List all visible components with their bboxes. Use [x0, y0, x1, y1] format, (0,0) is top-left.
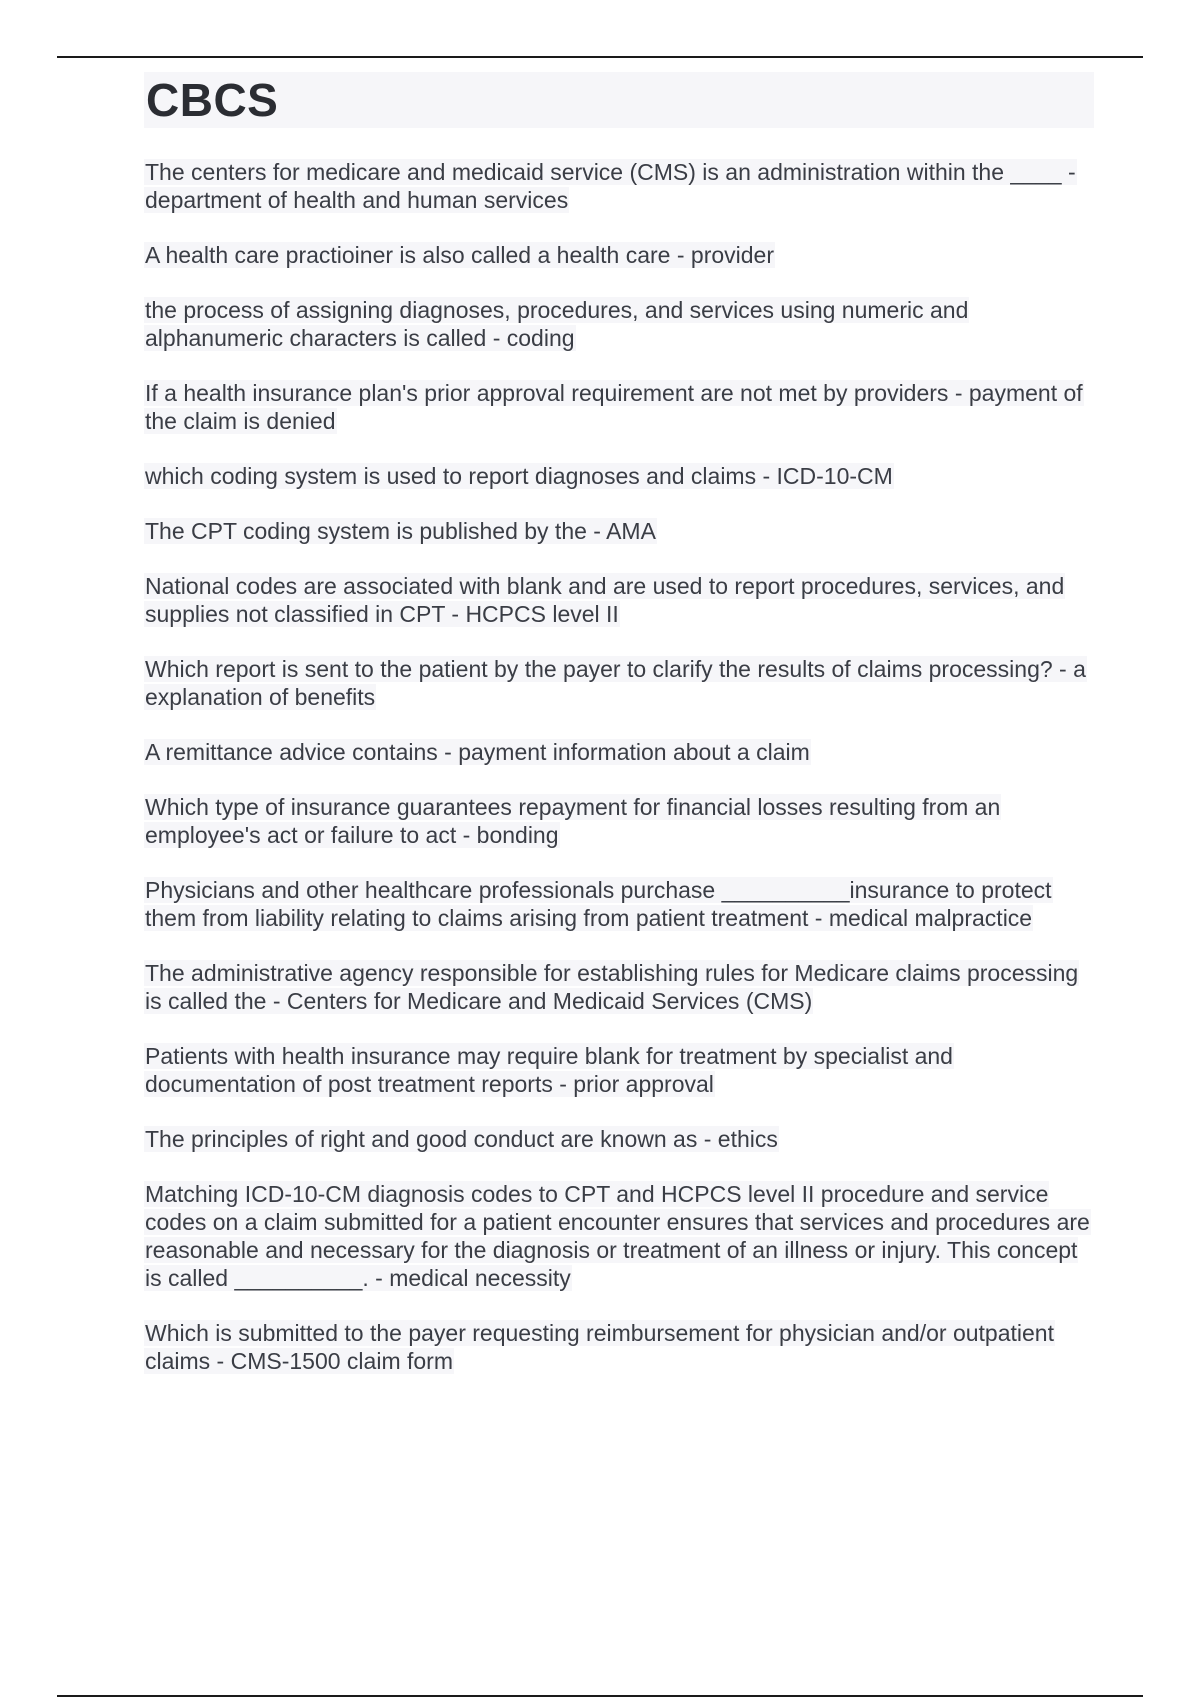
flashcard — [144, 1125, 1094, 1153]
flashcard-text: The CPT coding system is published by the - AMA — [145, 518, 656, 544]
flashcard — [144, 793, 1094, 849]
flashcard — [144, 517, 1094, 545]
flashcard-text: Which report is sent to the patient by the payer to clarify the results of claims processing? - a explanation of benefits — [145, 656, 1086, 710]
bottom-divider — [57, 1695, 1143, 1697]
flashcard-text: which coding system is used to report diagnoses and claims - ICD-10-CM — [145, 463, 893, 489]
flashcard-text: The administrative agency responsible for establishing rules for Medicare claims processing is called the - Centers for Medicare and Medicaid Services (CMS) — [145, 960, 1079, 1014]
title-bar — [144, 72, 1094, 128]
flashcard-text: If a health insurance plan's prior approval requirement are not met by providers - payment of the claim is denied — [145, 380, 1083, 434]
flashcard-text: Patients with health insurance may require blank for treatment by specialist and documentation of post treatment reports - prior approval — [145, 1043, 953, 1097]
flashcard — [144, 572, 1094, 628]
flashcard — [144, 655, 1094, 711]
flashcard — [144, 462, 1094, 490]
top-divider — [57, 56, 1143, 58]
flashcard-text: Matching ICD-10-CM diagnosis codes to CPT and HCPCS level II procedure and service codes on a claim submitted for a patient encounter ensures that services and procedures are reasonable and necessary for the diagnosis or treatment of an illness or injury. This concept is called __________. - medical necessity — [145, 1181, 1090, 1291]
flashcard-text: Which is submitted to the payer requesting reimbursement for physician and/or outpatient claims - CMS-1500 claim form — [145, 1320, 1054, 1374]
flashcard — [144, 1042, 1094, 1098]
flashcard-list — [144, 158, 1094, 1375]
flashcard — [144, 1319, 1094, 1375]
document-body — [144, 72, 1094, 1402]
flashcard-text: A health care practioiner is also called a health care - provider — [145, 242, 775, 268]
flashcard-text: Which type of insurance guarantees repayment for financial losses resulting from an employee's act or failure to act - bonding — [145, 794, 1001, 848]
flashcard-text: The principles of right and good conduct are known as - ethics — [145, 1126, 778, 1152]
flashcard — [144, 1180, 1094, 1292]
flashcard-text: the process of assigning diagnoses, procedures, and services using numeric and alphanumeric characters is called - coding — [145, 297, 969, 351]
flashcard — [144, 158, 1094, 214]
flashcard-text: Physicians and other healthcare professionals purchase __________insurance to protect them from liability relating to claims arising from patient treatment - medical malpractice — [145, 877, 1052, 931]
page-title: CBCS — [146, 74, 279, 126]
flashcard — [144, 379, 1094, 435]
flashcard — [144, 959, 1094, 1015]
flashcard — [144, 876, 1094, 932]
flashcard-text: National codes are associated with blank and are used to report procedures, services, and supplies not classified in CPT - HCPCS level II — [145, 573, 1065, 627]
flashcard — [144, 241, 1094, 269]
flashcard — [144, 296, 1094, 352]
flashcard-text: The centers for medicare and medicaid service (CMS) is an administration within the ____ - department of health and human services — [145, 159, 1076, 213]
flashcard — [144, 738, 1094, 766]
flashcard-text: A remittance advice contains - payment information about a claim — [145, 739, 810, 765]
